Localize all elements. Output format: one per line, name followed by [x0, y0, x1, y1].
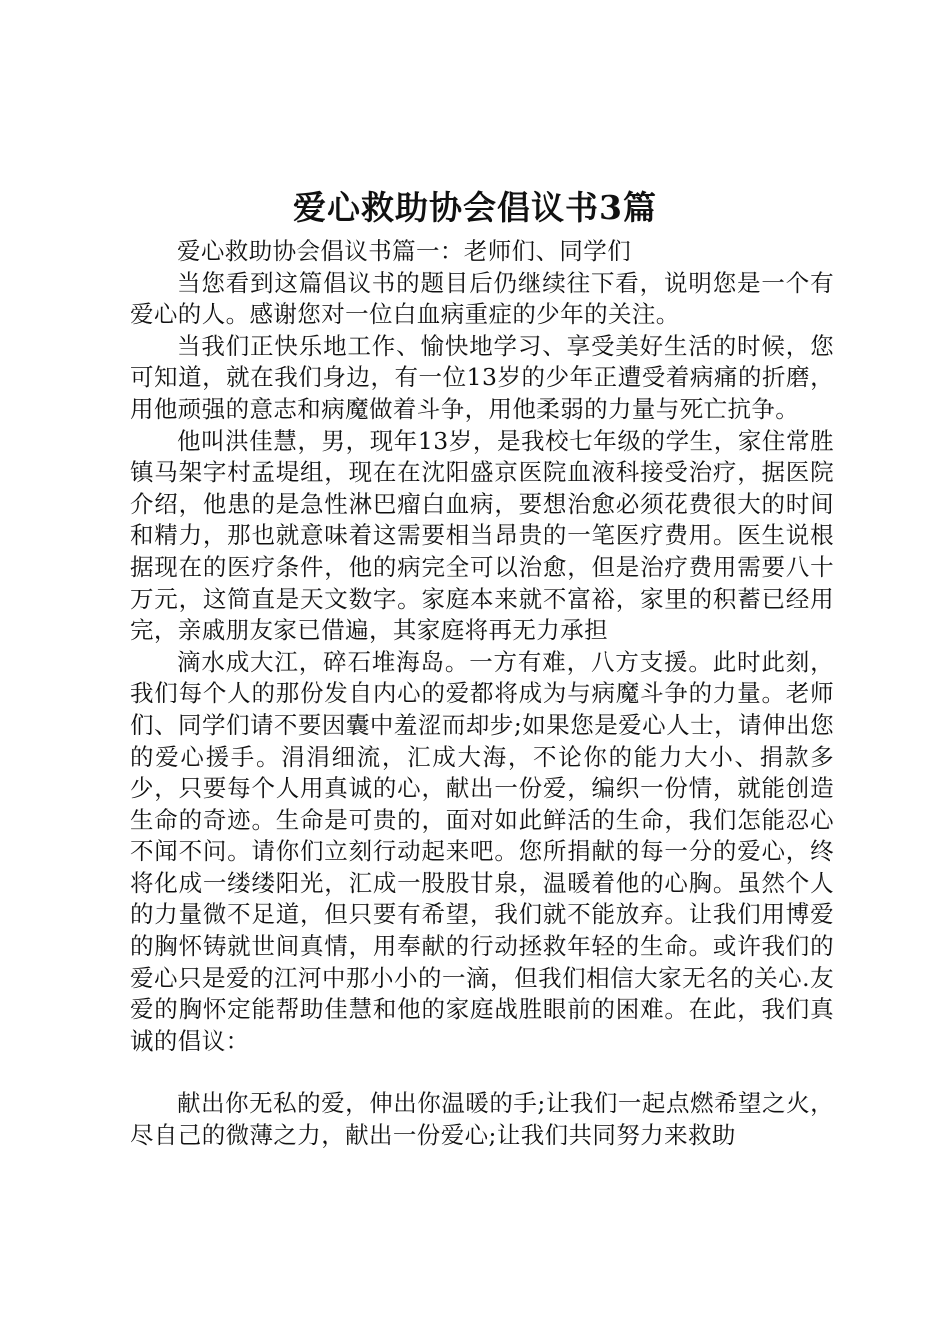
document-body: [130, 236, 834, 1152]
paragraph-intro: 爱心救助协会倡议书篇一：老师们、同学们: [177, 237, 632, 265]
paragraph-greeting: 当您看到这篇倡议书的题目后仍继续往下看，说明您是一个有爱心的人。感谢您对一位白血病重症的少年的关注。: [130, 268, 834, 329]
paragraph-appeal: 滴水成大江，碎石堆海岛。一方有难，八方支援。此时此刻，我们每个人的那份发自内心的爱都将成为与病魔斗争的力量。老师们、同学们请不要因囊中羞涩而却步;如果您是爱心人士，请伸出您的爱心援手。涓涓细流，汇成大海，不论你的能力大小、捐款多少，只要每个人用真诚的心，献出一份爱，编织一份情，就能创造生命的奇迹。生命是可贵的，面对如此鲜活的生命，我们怎能忍心不闻不问。请你们立刻行动起来吧。您所捐献的每一分的爱心，终将化成一缕缕阳光，汇成一股股甘泉，温暖着他的心胸。虽然个人的力量微不足道，但只要有希望，我们就不能放弃。让我们用博爱的胸怀铸就世间真情，用奉献的行动拯救年轻的生命。或许我们的爱心只是爱的江河中那小小的一滴，但我们相信大家无名的关心.友爱的胸怀定能帮助佳慧和他的家庭战胜眼前的困难。在此，我们真诚的倡议：: [130, 647, 834, 1055]
paragraph-call-to-action: 献出你无私的爱，伸出你温暖的手;让我们一起点燃希望之火，尽自己的微薄之力，献出一份爱心;让我们共同努力来救助: [130, 1089, 834, 1150]
paragraph-patient-info: 他叫洪佳慧，男，现年13岁，是我校七年级的学生，家住常胜镇马架字村孟堤组，现在在沈阳盛京医院血液科接受治疗，据医院介绍，他患的是急性淋巴瘤白血病，要想治愈必须花费很大的时间和精力，那也就意味着这需要相当昂贵的一笔医疗费用。医生说根据现在的医疗条件，他的病完全可以治愈，但是治疗费用需要八十万元，这简直是天文数字。家庭本来就不富裕，家里的积蓄已经用完，亲戚朋友家已借遍，其家庭将再无力承担: [130, 426, 834, 645]
paragraph-context: 当我们正快乐地工作、愉快地学习、享受美好生活的时候，您可知道，就在我们身边，有一位13岁的少年正遭受着病痛的折磨，用他顽强的意志和病魔做着斗争，用他柔弱的力量与死亡抗争。: [130, 331, 834, 423]
document-title: 爱心救助协会倡议书3篇: [293, 188, 657, 227]
